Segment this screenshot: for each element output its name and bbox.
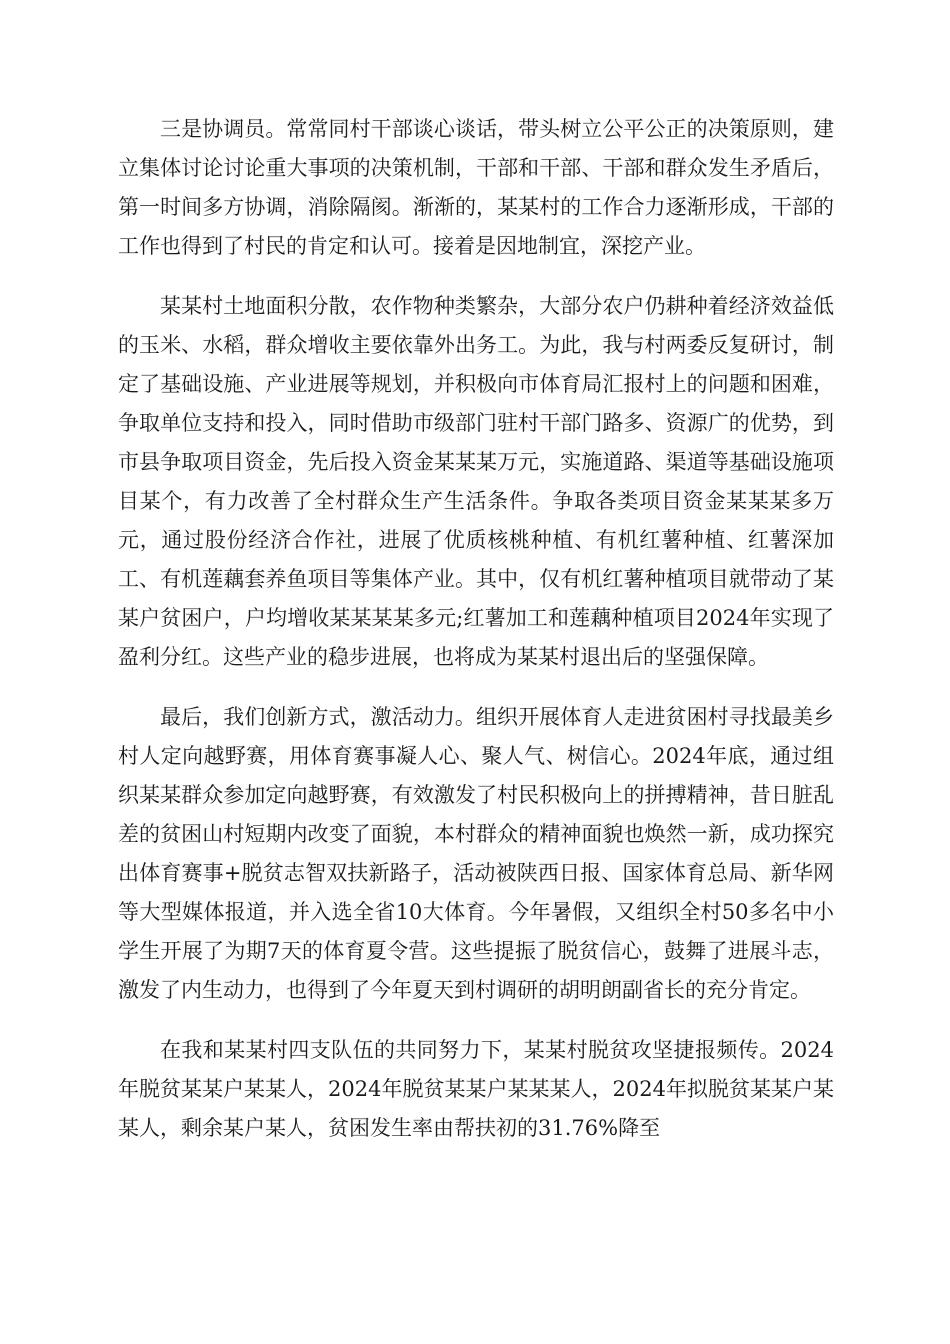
body-text [118,110,834,1148]
paragraph-results: 在我和某某村四支队伍的共同努力下，某某村脱贫攻坚捷报频传。2024年脱贫某某户某某人，2024年脱贫某某户某某某人，2024年拟脱贫某某户某某人，剩余某户某人，贫困发生率由帮扶初的31.76%降至 [118,1038,834,1140]
paragraph-innovation: 最后，我们创新方式，激活动力。组织开展体育人走进贫困村寻找最美乡村人定向越野赛，用体育赛事凝人心、聚人气、树信心。2024年底，通过组织某某群众参加定向越野赛，有效激发了村民积极向上的拼搏精神，昔日脏乱差的贫困山村短期内改变了面貌，本村群众的精神面貌也焕然一新，成功探究出体育赛事+脱贫志智双扶新路子，活动被陕西日报、国家体育总局、新华网等大型媒体报道，并入选全省10大体育。今年暑假，又组织全村50多名中小学生开展了为期7天的体育夏令营。这些提振了脱贫信心，鼓舞了进展斗志，激发了内生动力，也得到了今年夏天到村调研的胡明朗副省长的充分肯定。 [118,705,834,1002]
paragraph-coordinator: 三是协调员。常常同村干部谈心谈话，带头树立公平公正的决策原则，建立集体讨论讨论重大事项的决策机制，干部和干部、干部和群众发生矛盾后，第一时间多方协调，消除隔阂。渐渐的，某某村的工作合力逐渐形成，干部的工作也得到了村民的肯定和认可。接着是因地制宜，深挖产业。 [118,117,834,258]
paragraph-industry: 某某村土地面积分散，农作物种类繁杂，大部分农户仍耕种着经济效益低的玉米、水稻，群众增收主要依靠外出务工。为此，我与村两委反复研讨，制定了基础设施、产业进展等规划，并积极向市体育局汇报村上的问题和困难，争取单位支持和投入，同时借助市级部门驻村干部门路多、资源广的优势，到市县争取项目资金，先后投入资金某某某万元，实施道路、渠道等基础设施项目某个，有力改善了全村群众生产生活条件。争取各类项目资金某某某多万元，通过股份经济合作社，进展了优质核桃种植、有机红薯种植、红薯深加工、有机莲藕套养鱼项目等集体产业。其中，仅有机红薯种植项目就带动了某某户贫困户，户均增收某某某某多元;红薯加工和莲藕种植项目2024年实现了盈利分红。这些产业的稳步进展，也将成为某某村退出后的坚强保障。 [118,294,834,669]
